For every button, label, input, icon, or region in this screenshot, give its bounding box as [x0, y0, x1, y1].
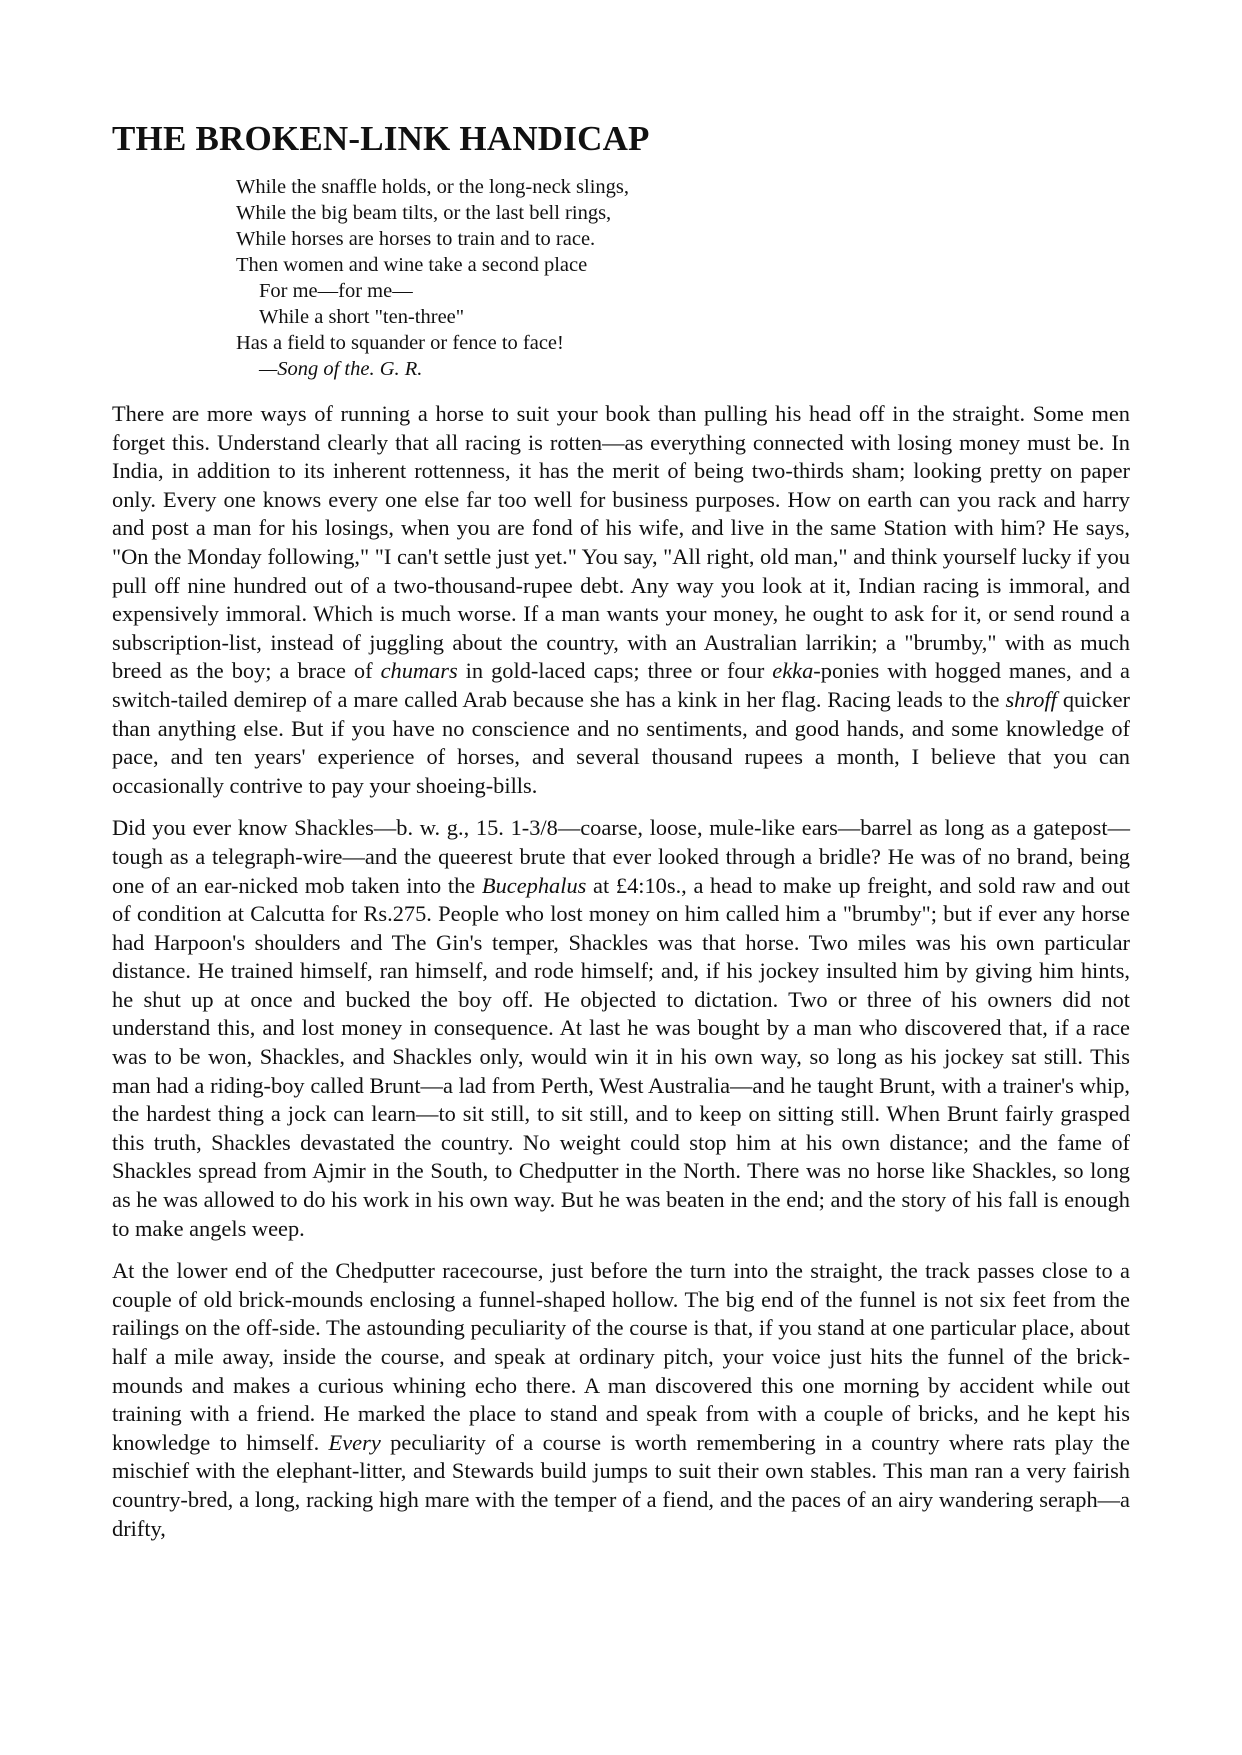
epigraph-line: Then women and wine take a second place: [236, 254, 588, 276]
document-page: [112, 118, 1130, 1557]
italic-term: Bucephalus: [481, 872, 587, 898]
italic-term: chumars: [380, 658, 458, 684]
paragraph-text: peculiarity of a course is worth remembering in a country where rats play the mischief with the elephant-litter, and Stewards build jumps to suit their own stables. This man ran a very fairish country-bred, a long, racking high mare with the temper of a fiend, and the paces of an airy wandering seraph—a drifty,: [112, 1429, 1130, 1541]
body-paragraph-2: [112, 814, 1130, 1243]
body-paragraph-3: [112, 1257, 1130, 1543]
paragraph-text: At the lower end of the Chedputter racecourse, just before the turn into the straight, the track passes close to a couple of old brick-mounds enclosing a funnel-shaped hollow. The big end of the funnel is not six feet from the railings on the off-side. The astounding peculiarity of the course is that, if you stand at one particular place, about half a mile away, inside the course, and speak at ordinary pitch, your voice just hits the funnel of the brick-mounds and makes a curious whining echo there. A man discovered this one morning by accident while out training with a friend. He marked the place to stand and speak from with a couple of bricks, and he kept his knowledge to himself.: [112, 1258, 1130, 1455]
italic-term: ekka: [772, 658, 814, 684]
paragraph-text: There are more ways of running a horse to suit your book than pulling his head off in the straight. Some men forget this. Understand clearly that all racing is rotten—as everything connected with losing money must be. In India, in addition to its inherent rottenness, it has the merit of being two-thirds sham; looking pretty on paper only. Every one knows every one else far too well for business purposes. How on earth can you rack and harry and post a man for his losings, when you are fond of his wife, and live in the same Station with him? He says, "On the Monday following," "I can't settle just yet." You say, "All right, old man," and think yourself lucky if you pull off nine hundred out of a two-thousand-rupee debt. Any way you look at it, Indian racing is immoral, and expensively immoral. Which is much worse. If a man wants your money, he ought to ask for it, or send round a subscription-list, instead of juggling about the country, with an Australian larrikin; a "brumby," with as much breed as the boy; a brace of: [112, 401, 1130, 684]
epigraph-line: While a short "ten-three": [259, 306, 465, 328]
paragraph-text: Did you ever know Shackles—b. w. g., 15. 1-3/8—coarse, loose, mule-like ears—barrel as long as a gatepost—tough as a telegraph-wire—and the queerest brute that ever looked through a bridle? He was of no brand, being one of an ear-nicked mob taken into the: [112, 815, 1130, 898]
paragraph-text: in gold-laced caps; three or four: [457, 658, 773, 684]
italic-term: shroff: [1005, 686, 1057, 712]
paragraph-text: quicker than anything else. But if you have no conscience and no sentiments, and good hands, and some knowledge of pace, and ten years' experience of horses, and several thousand rupees a month, I believe that you can occasionally contrive to pay your shoeing-bills.: [112, 686, 1130, 798]
paragraph-text: at £4:10s., a head to make up freight, and sold raw and out of condition at Calcutta for Rs.275. People who lost money on him called him a "brumby"; but if ever any horse had Harpoon's shoulders and The Gin's temper, Shackles was that horse. Two miles was his own particular distance. He trained himself, ran himself, and rode himself; and, if his jockey insulted him by giving him hints, he shut up at once and bucked the boy off. He objected to dictation. Two or three of his owners did not understand this, and lost money in consequence. At last he was bought by a man who discovered that, if a race was to be won, Shackles, and Shackles only, would win it in his own way, so long as his jockey sat still. This man had a riding-boy called Brunt—a lad from Perth, West Australia—and he taught Brunt, with a trainer's whip, the hardest thing a jock can learn—to sit still, to sit still, and to keep on sitting still. When Brunt fairly grasped this truth, Shackles devastated the country. No weight could stop him at his own distance; and the fame of Shackles spread from Ajmir in the South, to Chedputter in the North. There was no horse like Shackles, so long as he was allowed to do his work in his own way. But he was beaten in the end; and the story of his fall is enough to make angels weep.: [112, 872, 1130, 1241]
paragraph-text: -ponies with hogged manes, and a switch-tailed demirep of a mare called Arab because she has a kink in her flag. Racing leads to the: [112, 658, 1130, 712]
epigraph-line: While the big beam tilts, or the last bell rings,: [236, 202, 612, 224]
epigraph-line: For me—for me—: [259, 280, 413, 302]
body-paragraph-1: [112, 400, 1130, 800]
chapter-title: THE BROKEN-LINK HANDICAP: [112, 119, 650, 158]
epigraph-attribution: —Song of the. G. R.: [259, 358, 423, 380]
epigraph-line: Has a field to squander or fence to face!: [236, 332, 564, 354]
italic-term: Every: [328, 1429, 381, 1455]
epigraph-line: While the snaffle holds, or the long-neck slings,: [236, 176, 630, 198]
epigraph-line: While horses are horses to train and to race.: [236, 228, 596, 250]
epigraph: [236, 174, 1130, 382]
